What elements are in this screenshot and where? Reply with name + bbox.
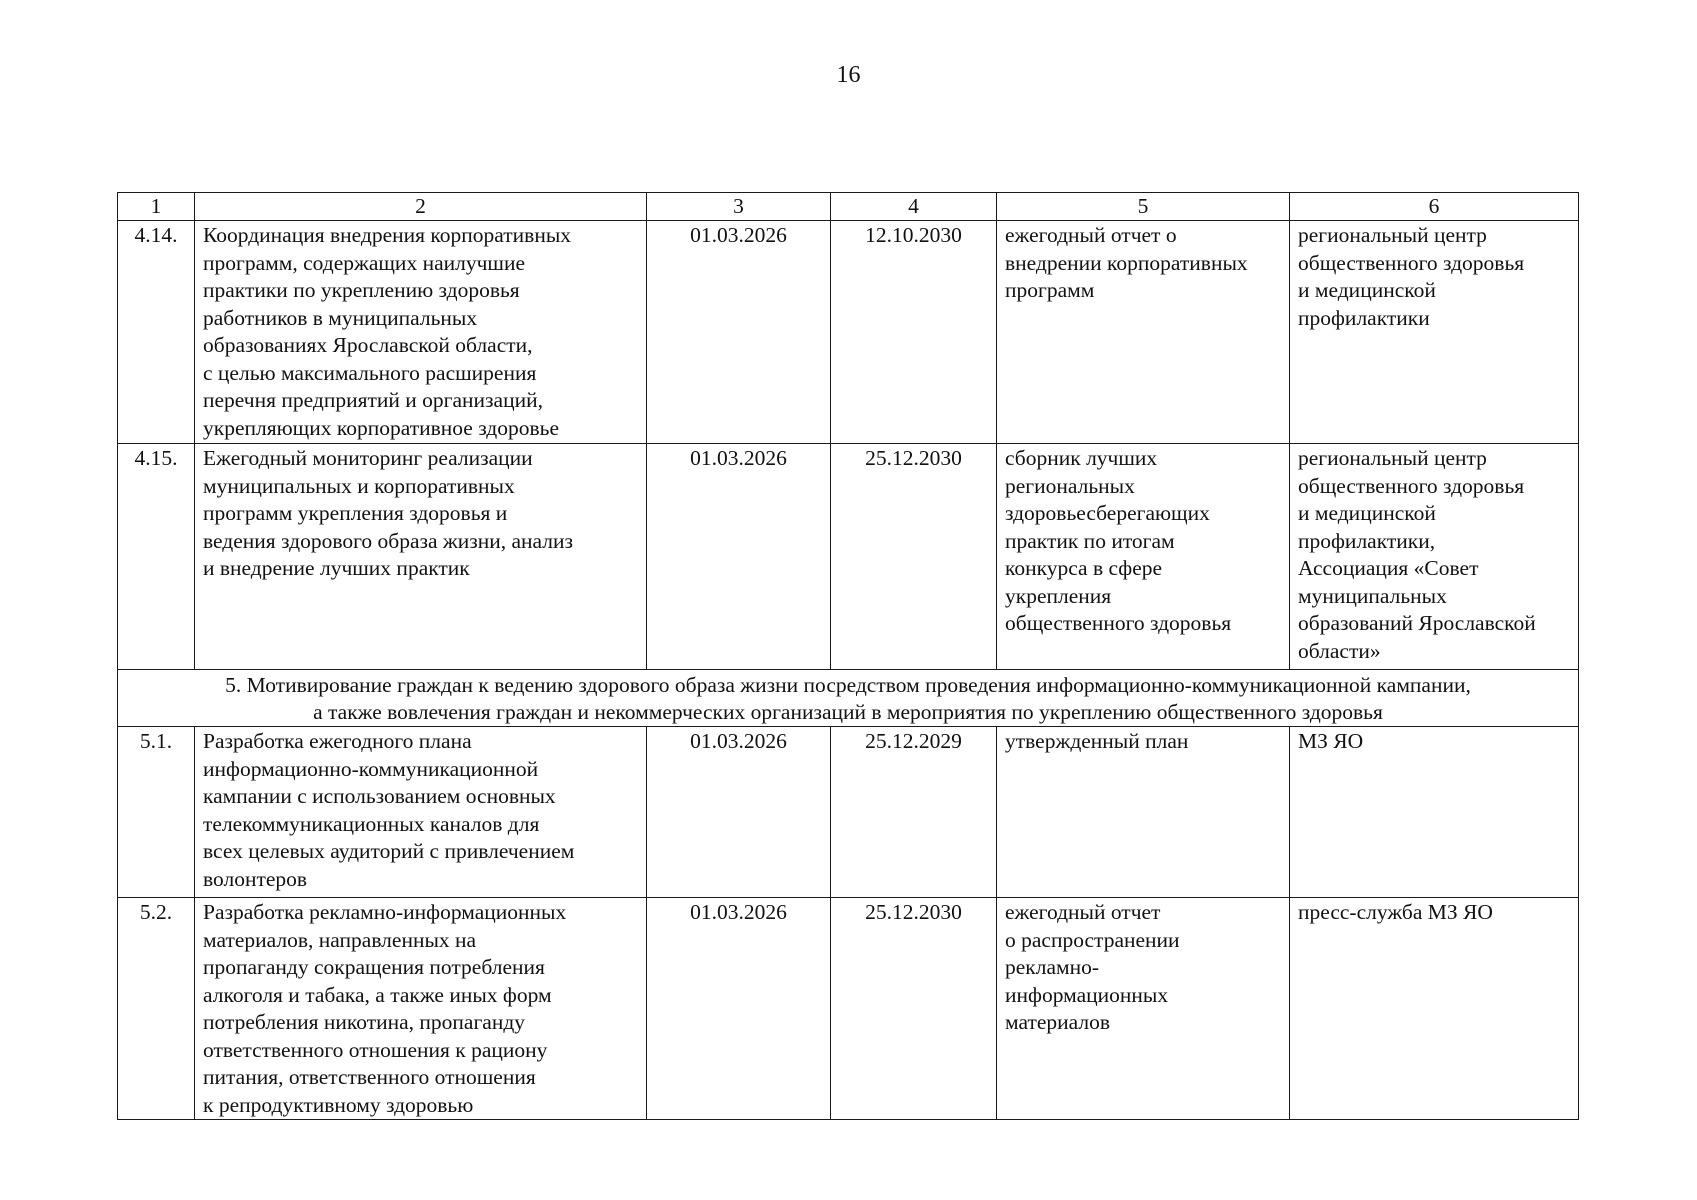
header-col-2: 2 bbox=[195, 193, 647, 221]
responsible-cell bbox=[1290, 444, 1579, 670]
responsible-line: региональный центр bbox=[1298, 446, 1487, 470]
responsible-line: области» bbox=[1298, 638, 1381, 663]
event-line: пропаганду сокращения потребления bbox=[203, 955, 545, 979]
table-row bbox=[118, 444, 1579, 670]
result-line: общественного здоровья bbox=[1005, 611, 1232, 635]
section-heading bbox=[118, 670, 1579, 727]
header-row bbox=[118, 193, 1579, 221]
event-line: работников в муниципальных bbox=[203, 305, 478, 330]
start-date: 01.03.2026 bbox=[647, 444, 831, 670]
event-line: программ укрепления здоровья и bbox=[203, 501, 508, 525]
event-line: укрепляющих корпоративное здоровье bbox=[203, 415, 559, 440]
result-line: внедрении корпоративных bbox=[1005, 250, 1248, 275]
header-col-1: 1 bbox=[118, 193, 195, 221]
responsible-line: муниципальных bbox=[1298, 583, 1447, 608]
event-line: ответственного отношения к рациону bbox=[203, 1037, 548, 1062]
event-cell bbox=[195, 444, 647, 670]
event-line: Разработка ежегодного плана bbox=[203, 729, 472, 753]
table-row bbox=[118, 221, 1579, 444]
event-line: алкоголя и табака, а также иных форм bbox=[203, 982, 552, 1007]
result-line: информационных bbox=[1005, 982, 1169, 1007]
event-line: Ежегодный мониторинг реализации bbox=[203, 446, 533, 470]
event-line: телекоммуникационных каналов для bbox=[203, 811, 540, 836]
result-line: укрепления bbox=[1005, 583, 1112, 608]
event-line: материалов, направленных на bbox=[203, 927, 477, 952]
section-line: 5. Мотивирование граждан к ведению здорового образа жизни посредством проведения информационно-коммуникационной кампании, bbox=[225, 673, 1471, 697]
page-number: 16 bbox=[836, 62, 861, 88]
responsible-line: образований Ярославской bbox=[1298, 611, 1536, 635]
header-col-5: 5 bbox=[997, 193, 1290, 221]
result-line: ежегодный отчет bbox=[1005, 900, 1161, 924]
table-row bbox=[118, 898, 1579, 1120]
header-col-4: 4 bbox=[831, 193, 997, 221]
event-line: Разработка рекламно-информационных bbox=[203, 900, 567, 924]
row-number: 4.15. bbox=[118, 444, 195, 670]
event-line: информационно-коммуникационной bbox=[203, 756, 539, 781]
event-line: к репродуктивному здоровью bbox=[203, 1092, 474, 1117]
result-line: ежегодный отчет о bbox=[1005, 223, 1177, 247]
table-row bbox=[118, 727, 1579, 898]
event-line: кампании с использованием основных bbox=[203, 784, 556, 808]
responsible-line: пресс-служба МЗ ЯО bbox=[1298, 900, 1493, 924]
event-cell bbox=[195, 727, 647, 898]
responsible-line: общественного здоровья bbox=[1298, 473, 1525, 498]
event-cell bbox=[195, 898, 647, 1120]
result-line: утвержденный план bbox=[1005, 729, 1189, 753]
plan-table bbox=[117, 192, 1579, 1120]
responsible-line: Ассоциация «Совет bbox=[1298, 556, 1479, 580]
result-line: сборник лучших bbox=[1005, 446, 1158, 470]
responsible-cell bbox=[1290, 727, 1579, 898]
end-date: 25.12.2030 bbox=[831, 444, 997, 670]
responsible-line: профилактики bbox=[1298, 305, 1430, 330]
event-line: перечня предприятий и организаций, bbox=[203, 388, 543, 412]
responsible-line: общественного здоровья bbox=[1298, 250, 1525, 275]
section-line: а также вовлечения граждан и некоммерческих организаций в мероприятия по укреплению общественного здоровья bbox=[313, 700, 1383, 724]
result-line: программ bbox=[1005, 278, 1095, 302]
responsible-line: МЗ ЯО bbox=[1298, 729, 1364, 753]
start-date: 01.03.2026 bbox=[647, 898, 831, 1120]
result-cell bbox=[997, 444, 1290, 670]
start-date: 01.03.2026 bbox=[647, 727, 831, 898]
header-col-6: 6 bbox=[1290, 193, 1579, 221]
responsible-line: региональный центр bbox=[1298, 223, 1487, 247]
responsible-line: профилактики, bbox=[1298, 528, 1436, 553]
start-date: 01.03.2026 bbox=[647, 221, 831, 444]
result-line: здоровьесберегающих bbox=[1005, 501, 1210, 525]
event-line: Координация внедрения корпоративных bbox=[203, 223, 572, 247]
end-date: 12.10.2030 bbox=[831, 221, 997, 444]
result-line: рекламно- bbox=[1005, 955, 1100, 979]
result-line: конкурса в сфере bbox=[1005, 556, 1163, 580]
row-number: 4.14. bbox=[118, 221, 195, 444]
header-col-3: 3 bbox=[647, 193, 831, 221]
event-cell bbox=[195, 221, 647, 444]
event-line: волонтеров bbox=[203, 866, 308, 891]
responsible-line: и медицинской bbox=[1298, 278, 1436, 302]
responsible-cell bbox=[1290, 221, 1579, 444]
row-number: 5.2. bbox=[118, 898, 195, 1120]
event-line: программ, содержащих наилучшие bbox=[203, 250, 526, 275]
event-line: питания, ответственного отношения bbox=[203, 1065, 536, 1089]
event-line: ведения здорового образа жизни, анализ bbox=[203, 528, 574, 553]
result-cell bbox=[997, 898, 1290, 1120]
result-cell bbox=[997, 727, 1290, 898]
section-row bbox=[118, 670, 1579, 727]
result-line: о распространении bbox=[1005, 927, 1180, 952]
event-line: всех целевых аудиторий с привлечением bbox=[203, 839, 575, 863]
result-line: практик по итогам bbox=[1005, 528, 1175, 553]
responsible-cell bbox=[1290, 898, 1579, 1120]
event-line: и внедрение лучших практик bbox=[203, 556, 470, 580]
event-line: практики по укреплению здоровья bbox=[203, 278, 520, 302]
end-date: 25.12.2029 bbox=[831, 727, 997, 898]
result-line: региональных bbox=[1005, 473, 1135, 498]
event-line: потребления никотина, пропаганду bbox=[203, 1010, 526, 1034]
event-line: муниципальных и корпоративных bbox=[203, 473, 515, 498]
event-line: образованиях Ярославской области, bbox=[203, 333, 533, 357]
result-cell bbox=[997, 221, 1290, 444]
event-line: с целью максимального расширения bbox=[203, 360, 537, 385]
result-line: материалов bbox=[1005, 1010, 1111, 1034]
end-date: 25.12.2030 bbox=[831, 898, 997, 1120]
responsible-line: и медицинской bbox=[1298, 501, 1436, 525]
row-number: 5.1. bbox=[118, 727, 195, 898]
